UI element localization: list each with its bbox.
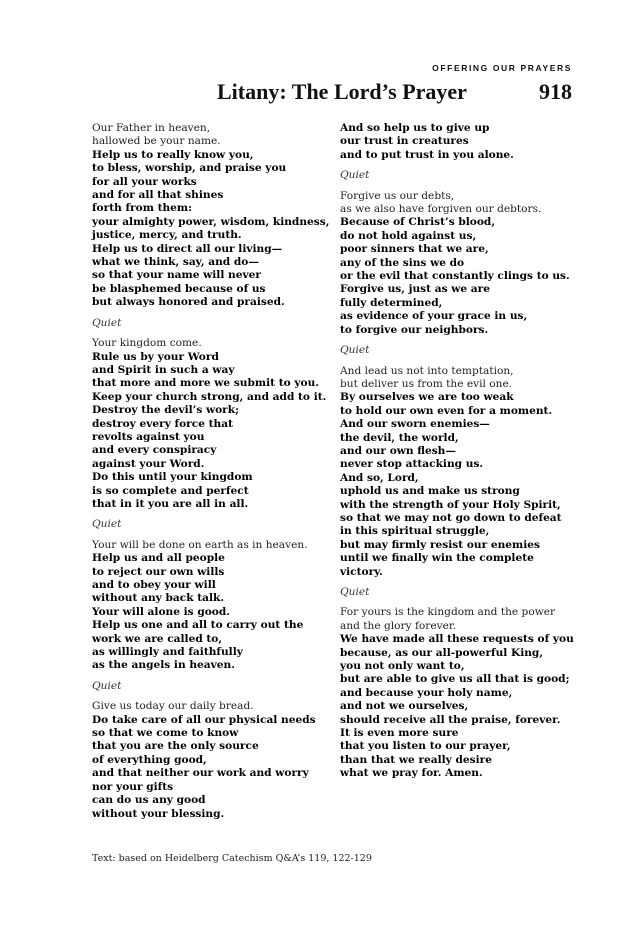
people-response-line: but are able to give us all that is good; — [340, 673, 570, 686]
people-response-line: what we think, say, and do— — [92, 256, 259, 269]
people-response-line: Rule us by your Word — [92, 350, 219, 363]
people-response-line: against your Word. — [92, 457, 205, 470]
people-response-line: uphold us and make us strong — [340, 485, 520, 498]
quiet-rubric: Quiet — [92, 316, 122, 329]
people-response-line: so that we may not go down to defeat — [340, 511, 562, 524]
people-response-line: for all your works — [92, 175, 197, 188]
people-response-line: to reject our own wills — [92, 565, 225, 578]
people-response-line: Help us and all people — [92, 552, 225, 565]
people-response-line: the devil, the world, — [340, 431, 459, 444]
leader-line: Give us today our daily bread. — [92, 700, 254, 713]
people-response-line: Destroy the devil’s work; — [92, 404, 240, 417]
people-response-line: what we pray for. Amen. — [340, 767, 483, 780]
page-title: Litany: The Lord’s Prayer — [217, 79, 467, 104]
people-response-line: fully determined, — [340, 296, 443, 309]
people-response-line: and because your holy name, — [340, 686, 513, 699]
leader-line: as we also have forgiven our debtors. — [340, 203, 542, 216]
people-response-line: is so complete and perfect — [92, 484, 249, 497]
people-response-line: and to obey your will — [92, 579, 216, 591]
people-response-line: in this spiritual struggle, — [340, 525, 490, 538]
people-response-line: until we finally win the complete — [340, 552, 534, 565]
quiet-rubric: Quiet — [340, 586, 370, 598]
leader-line: and the glory forever. — [340, 619, 457, 632]
people-response-line: Do this until your kingdom — [92, 471, 253, 484]
quiet-rubric: Quiet — [92, 518, 122, 531]
people-response-line: as willingly and faithfully — [92, 646, 243, 659]
people-response-line: poor sinners that we are, — [340, 243, 489, 256]
left-column — [92, 122, 330, 828]
people-response-line: but always honored and praised. — [92, 296, 285, 309]
litany-stanza — [92, 700, 324, 821]
people-response-line: that more and more we submit to you. — [92, 377, 319, 390]
litany-stanza — [92, 539, 324, 673]
people-response-line: Your will alone is good. — [92, 605, 230, 618]
people-response-line: destroy every force that — [92, 417, 233, 430]
people-response-line: as the angels in heaven. — [92, 659, 235, 672]
people-response-line: than that we really desire — [340, 753, 492, 766]
people-response-line: and not we ourselves, — [340, 700, 469, 713]
people-response-line: and our own flesh— — [340, 444, 456, 457]
people-response-line: It is even more sure — [340, 727, 459, 740]
people-response-line: of everything good, — [92, 753, 207, 766]
people-response-line: Keep your church strong, and add to it. — [92, 390, 327, 403]
quiet-rubric: Quiet — [340, 344, 370, 357]
people-response-line: Because of Christ’s blood, — [340, 216, 496, 229]
leader-line: Our Father in heaven, — [92, 122, 211, 134]
people-response-line: revolts against you — [92, 430, 205, 443]
quiet-rubric: Quiet — [92, 679, 122, 692]
section-label: OFFERING OUR PRAYERS — [432, 63, 572, 73]
people-response-line: And so, Lord, — [340, 471, 419, 484]
litany-stanza — [92, 122, 330, 310]
hymn-number: 918 — [539, 79, 572, 104]
leader-line: And lead us not into temptation, — [340, 364, 514, 377]
people-response-line: And our sworn enemies— — [340, 418, 490, 431]
leader-line: For yours is the kingdom and the power — [340, 606, 556, 619]
people-response-line: should receive all the praise, forever. — [340, 713, 561, 726]
people-response-line: and Spirit in such a way — [92, 363, 235, 376]
litany-stanza — [340, 365, 576, 580]
people-response-line: do not hold against us, — [340, 229, 477, 242]
people-response-line: and every conspiracy — [92, 444, 217, 457]
people-response-line: Forgive us, just as we are — [340, 283, 490, 296]
people-response-line: to hold our own even for a moment. — [340, 404, 553, 417]
people-response-line: or the evil that constantly clings to us. — [340, 270, 570, 283]
people-response-line: but may firmly resist our enemies — [340, 538, 540, 551]
people-response-line: you not only want to, — [340, 660, 465, 673]
people-response-line: with the strength of your Holy Spirit, — [340, 498, 561, 511]
people-response-line: nor your gifts — [92, 780, 174, 793]
leader-line: Forgive us our debts, — [340, 189, 455, 202]
litany-stanza — [92, 337, 327, 511]
people-response-line: We have made all these requests of you — [340, 633, 574, 646]
people-response-line: and that neither our work and worry — [92, 767, 309, 780]
litany-stanza — [340, 190, 576, 337]
people-response-line: any of the sins we do — [340, 256, 465, 269]
right-column — [340, 122, 576, 788]
people-response-line: Help us to really know you, — [92, 148, 254, 161]
people-response-line: as evidence of your grace in us, — [340, 310, 528, 323]
people-response-line: And so help us to give up — [340, 122, 490, 134]
people-response-line: forth from them: — [92, 202, 193, 215]
people-response-line: your almighty power, wisdom, kindness, — [92, 215, 330, 228]
people-response-line: to forgive our neighbors. — [340, 323, 489, 336]
source-credit: Text: based on Heidelberg Catechism Q&A’s 119, 122-129 — [92, 853, 372, 864]
people-response-line: that you are the only source — [92, 740, 259, 753]
people-response-line: Help us to direct all our living— — [92, 242, 283, 255]
litany-stanza — [340, 122, 576, 162]
people-response-line: Do take care of all our physical needs — [92, 713, 316, 726]
people-response-line: work we are called to, — [92, 632, 223, 645]
people-response-line: without your blessing. — [92, 807, 225, 820]
leader-line: Your will be done on earth as in heaven. — [92, 538, 308, 551]
people-response-line: By ourselves we are too weak — [340, 391, 514, 404]
people-response-line: never stop attacking us. — [340, 458, 484, 471]
people-response-line: so that we come to know — [92, 727, 239, 740]
people-response-line: and for all that shines — [92, 189, 224, 202]
people-response-line: that in it you are all in all. — [92, 497, 249, 510]
people-response-line: justice, mercy, and truth. — [92, 229, 242, 242]
people-response-line: Help us one and all to carry out the — [92, 619, 304, 632]
people-response-line: be blasphemed because of us — [92, 282, 266, 295]
people-response-line: so that your name will never — [92, 269, 261, 282]
quiet-rubric: Quiet — [340, 169, 370, 182]
people-response-line: that you listen to our prayer, — [340, 740, 511, 753]
people-response-line: our trust in creatures — [340, 135, 469, 148]
leader-line: but deliver us from the evil one. — [340, 377, 513, 390]
leader-line: hallowed be your name. — [92, 135, 221, 148]
people-response-line: to bless, worship, and praise you — [92, 162, 287, 175]
leader-line: Your kingdom come. — [92, 337, 202, 350]
people-response-line: victory. — [340, 565, 383, 578]
people-response-line: without any back talk. — [92, 592, 225, 605]
people-response-line: because, as our all-powerful King, — [340, 646, 544, 659]
people-response-line: can do us any good — [92, 794, 206, 807]
people-response-line: and to put trust in you alone. — [340, 148, 514, 161]
litany-stanza — [340, 606, 576, 780]
